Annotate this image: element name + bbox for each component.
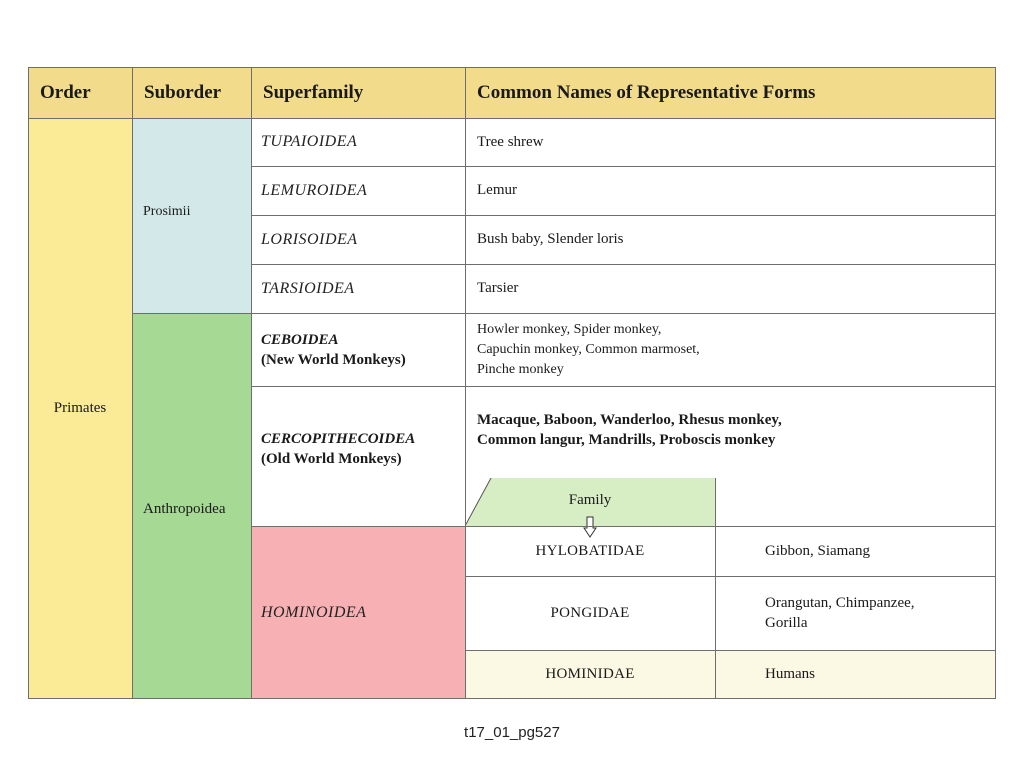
row-divider-7 <box>465 576 996 577</box>
common-names-cercopithecoidea <box>465 386 996 478</box>
divider-family-column <box>715 478 716 699</box>
family-hominidae-common: Humans <box>715 650 996 699</box>
divider-order <box>132 67 133 699</box>
common-names-tarsioidea: Tarsier <box>477 280 519 296</box>
divider-suborders <box>132 313 251 314</box>
superfamily-hominoidea: HOMINOIDEA <box>251 526 465 699</box>
common-names-ceboidea-line-1: Howler monkey, Spider monkey, <box>477 321 662 337</box>
table-border-top <box>28 67 996 68</box>
header-divider <box>28 118 996 119</box>
superfamily-ceboidea-name: CEBOIDEA <box>261 331 339 348</box>
table-border-right <box>995 67 996 699</box>
header-order: Order <box>28 67 132 118</box>
superfamily-lemuroidea: LEMUROIDEA <box>261 181 368 199</box>
common-names-cercopithecoidea-line-1: Macaque, Baboon, Wanderloo, Rhesus monkey, <box>477 412 782 428</box>
row-divider-5 <box>251 386 996 387</box>
header-common-names: Common Names of Representative Forms <box>465 67 996 118</box>
superfamily-cercopithecoidea <box>251 386 465 526</box>
table-border-left <box>28 67 29 699</box>
classification-table <box>28 67 996 699</box>
order-primates: Primates <box>28 118 132 699</box>
common-names-ceboidea <box>465 313 996 386</box>
common-names-tupaioidea: Tree shrew <box>477 133 544 150</box>
header-suborder: Suborder <box>132 67 251 118</box>
family-hylobatidae: HYLOBATIDAE <box>535 542 645 559</box>
row-divider-4 <box>251 313 996 314</box>
suborder-prosimii: Prosimii <box>132 118 251 313</box>
common-names-cercopithecoidea-line-2: Common langur, Mandrills, Proboscis monkey <box>477 432 776 448</box>
family-header: Family <box>465 478 715 526</box>
superfamily-ceboidea-subtitle: (New World Monkeys) <box>261 351 406 368</box>
common-names-ceboidea-line-2: Capuchin monkey, Common marmoset, <box>477 341 700 357</box>
family-header-slant <box>465 478 495 526</box>
divider-superfamily <box>465 67 466 699</box>
row-divider-8 <box>465 650 996 651</box>
superfamily-tarsioidea: TARSIOIDEA <box>261 279 355 297</box>
superfamily-ceboidea <box>251 313 465 386</box>
divider-suborder <box>251 67 252 699</box>
family-pongidae-common-line-2: Gorilla <box>765 615 808 631</box>
row-divider-3 <box>251 264 996 265</box>
superfamily-cercopithecoidea-subtitle: (Old World Monkeys) <box>261 451 402 467</box>
superfamily-cercopithecoidea-name: CERCOPITHECOIDEA <box>261 431 416 447</box>
figure-caption: t17_01_pg527 <box>464 724 560 741</box>
common-names-lemuroidea: Lemur <box>477 182 517 198</box>
row-divider-1 <box>251 166 996 167</box>
header-superfamily: Superfamily <box>251 67 465 118</box>
row-divider-6 <box>251 526 996 527</box>
common-names-ceboidea-line-3: Pinche monkey <box>477 361 564 377</box>
superfamily-lorisoidea: LORISOIDEA <box>261 230 358 248</box>
family-pongidae-common-line-1: Orangutan, Chimpanzee, <box>765 595 915 611</box>
family-pongidae-common <box>715 576 996 650</box>
row-divider-2 <box>251 215 996 216</box>
common-names-lorisoidea: Bush baby, Slender loris <box>477 231 624 247</box>
suborder-anthropoidea: Anthropoidea <box>132 313 251 699</box>
superfamily-tupaioidea: TUPAIOIDEA <box>261 133 358 150</box>
table-border-bottom <box>28 698 996 699</box>
family-pongidae: PONGIDAE <box>550 604 630 621</box>
family-hominidae: HOMINIDAE <box>465 650 715 699</box>
family-hylobatidae-common: Gibbon, Siamang <box>765 542 870 559</box>
